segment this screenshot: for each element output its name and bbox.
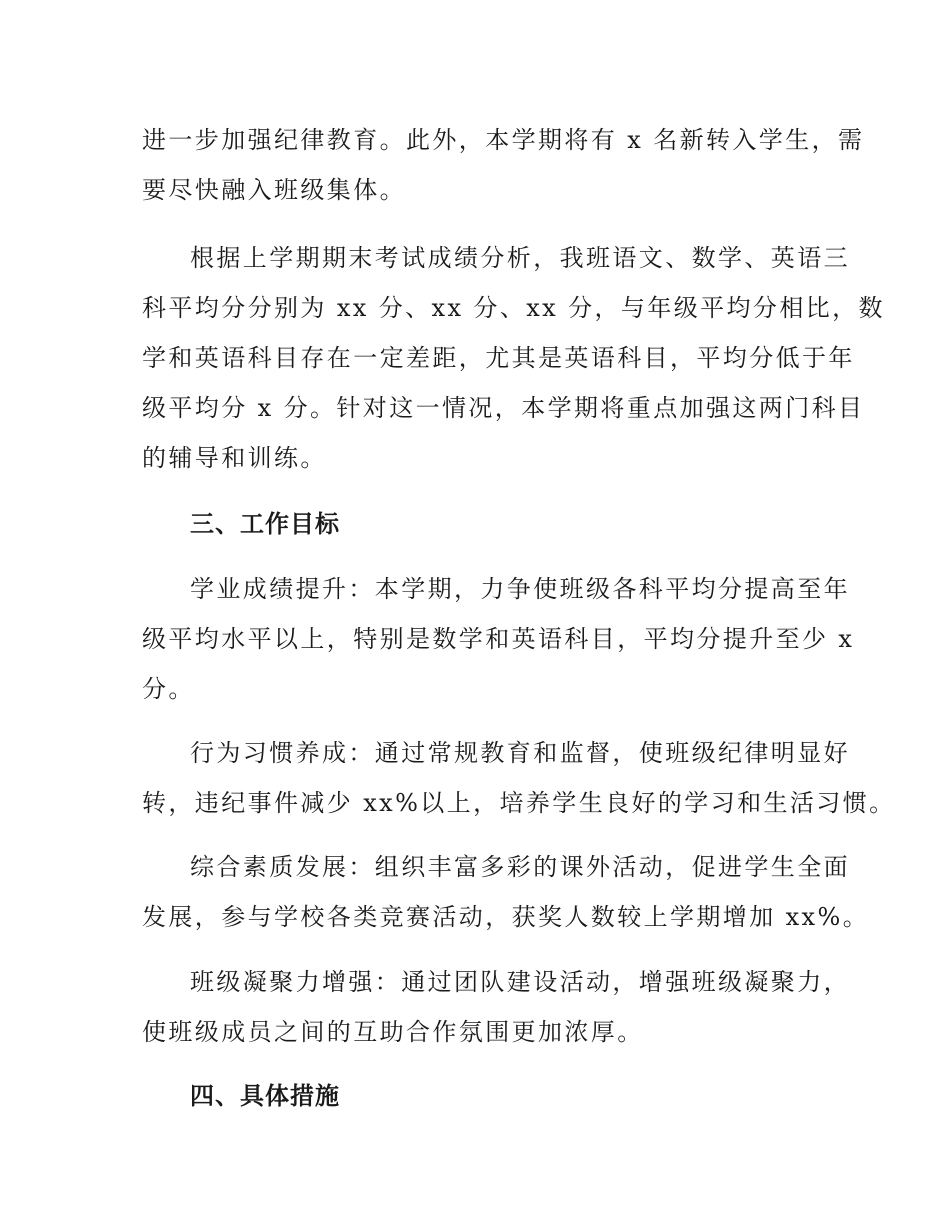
paragraph-scores-line-2: 科平均分分别为 xx 分、xx 分、xx 分，与年级平均分相比，数 [142,294,885,322]
section-heading-goals: 三、工作目标 [190,510,340,538]
paragraph-cohesion-line-2: 使班级成员之间的互助合作氛围更加浓厚。 [142,1018,644,1046]
paragraph-cohesion-line-1: 班级凝聚力增强：通过团队建设活动，增强班级凝聚力， [190,968,850,996]
paragraph-continuation-line-2: 要尽快融入班级集体。 [142,176,406,204]
paragraph-academic-line-1: 学业成绩提升：本学期，力争使班级各科平均分提高至年 [190,575,850,603]
section-heading-measures: 四、具体措施 [190,1082,340,1110]
paragraph-behavior-line-1: 行为习惯养成：通过常规教育和监督，使班级纪律明显好 [190,739,850,767]
paragraph-scores-line-1: 根据上学期期末考试成绩分析，我班语文、数学、英语三 [190,244,850,272]
paragraph-quality-line-1: 综合素质发展：组织丰富多彩的课外活动，促进学生全面 [190,853,850,881]
paragraph-behavior-line-2: 转，违纪事件减少 xx%以上，培养学生良好的学习和生活习惯。 [142,789,896,817]
paragraph-quality-line-2: 发展，参与学校各类竞赛活动，获奖人数较上学期增加 xx%。 [142,903,870,931]
paragraph-academic-line-3: 分。 [142,675,195,703]
paragraph-academic-line-2: 级平均水平以上，特别是数学和英语科目，平均分提升至少 x [142,625,855,653]
paragraph-scores-line-4: 级平均分 x 分。针对这一情况，本学期将重点加强这两门科目 [142,394,865,422]
paragraph-continuation-line-1: 进一步加强纪律教育。此外，本学期将有 x 名新转入学生，需 [142,126,865,154]
paragraph-scores-line-3: 学和英语科目存在一定差距，尤其是英语科目，平均分低于年 [142,344,855,372]
paragraph-scores-line-5: 的辅导和训练。 [142,444,327,472]
